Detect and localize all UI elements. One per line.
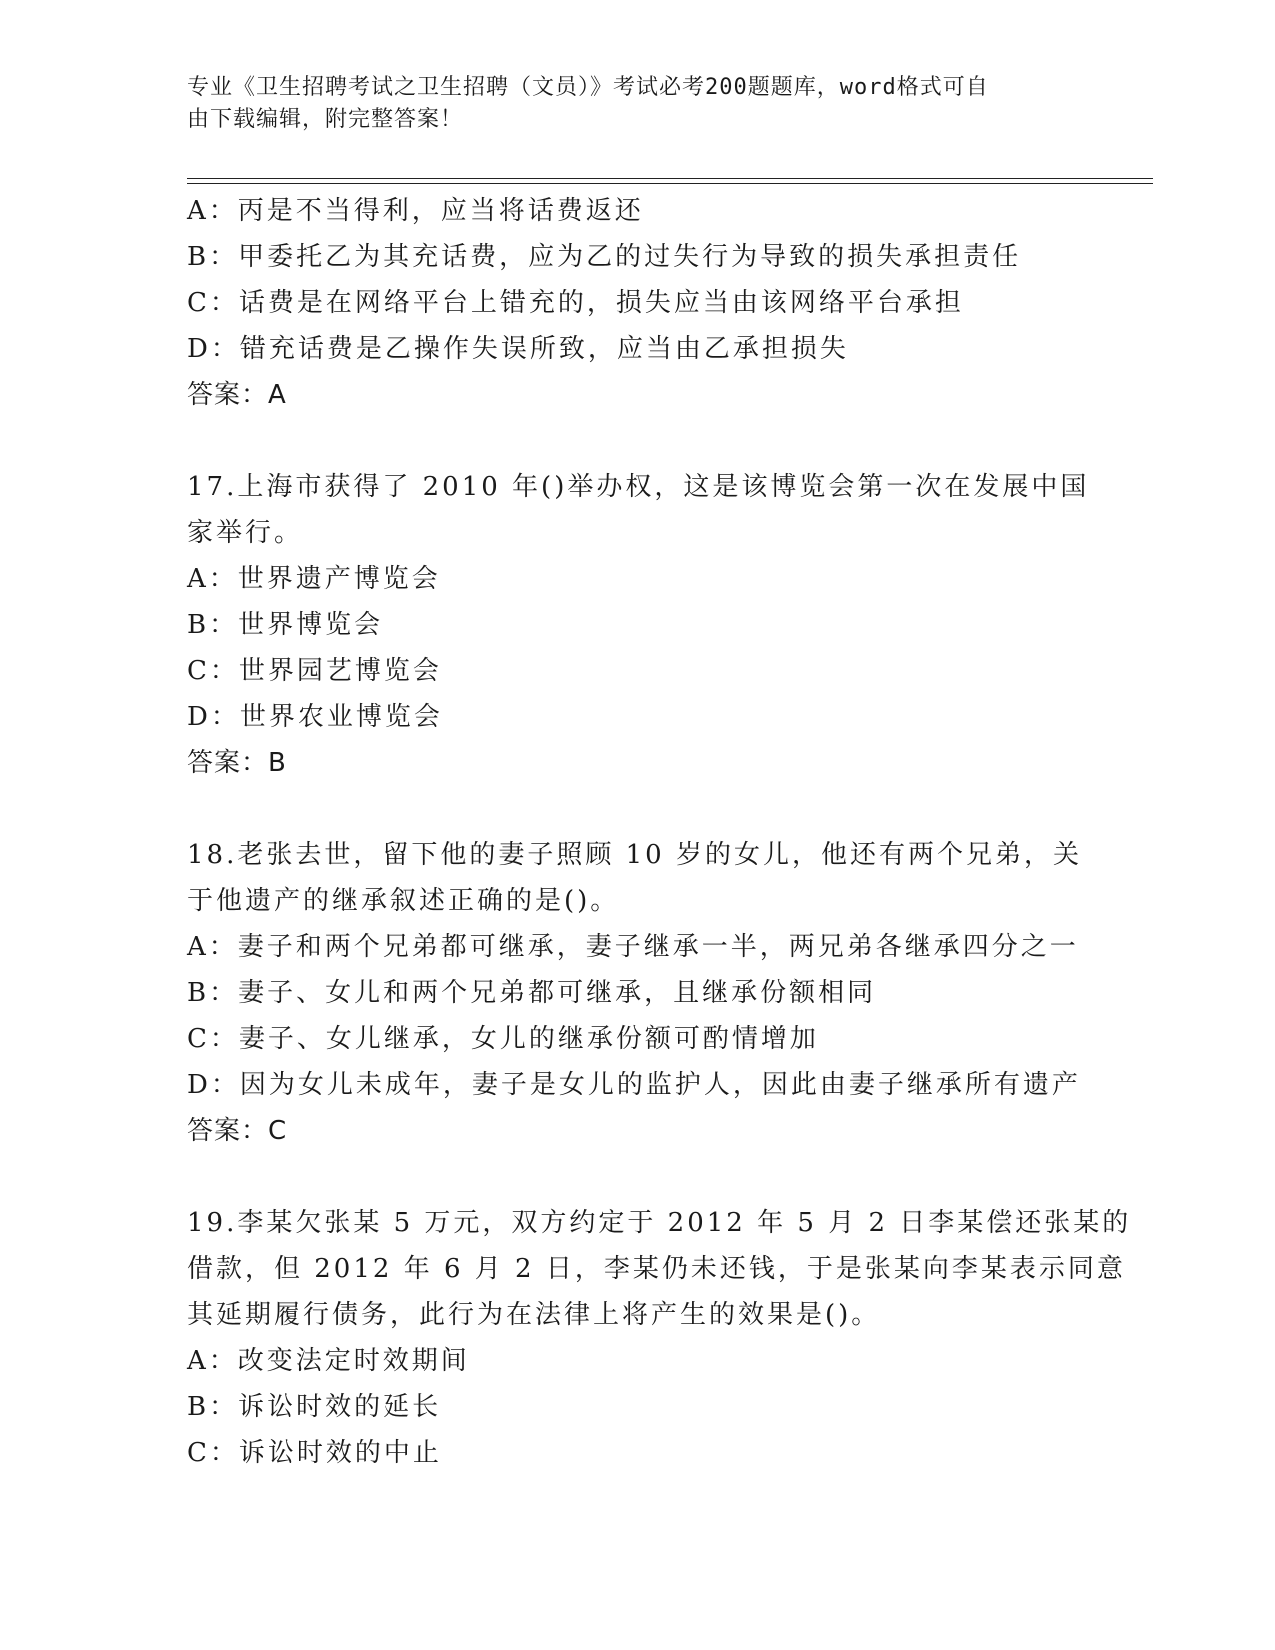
question-19: [187, 1200, 1132, 1476]
answer-line: 答案：A: [187, 380, 287, 410]
option-d: D：错充话费是乙操作失误所致，应当由乙承担损失: [187, 334, 849, 364]
spacer: [187, 1154, 1087, 1200]
document-header: [187, 72, 1077, 136]
question-text: 19.李某欠张某 5 万元，双方约定于 2012 年 5 月 2 日李某偿还张某的: [187, 1208, 1132, 1238]
option-d: D：世界农业博览会: [187, 702, 443, 732]
option-b: B：甲委托乙为其充话费，应为乙的过失行为导致的损失承担责任: [187, 242, 1022, 272]
question-16-options: [187, 188, 1087, 418]
option-c: C：世界园艺博览会: [187, 656, 442, 686]
option-b: B：妻子、女儿和两个兄弟都可继承，且继承份额相同: [187, 978, 877, 1008]
option-b: B：世界博览会: [187, 610, 384, 640]
header-line-1: 专业《卫生招聘考试之卫生招聘（文员）》考试必考200题题库，word格式可自: [187, 75, 989, 100]
spacer: [187, 418, 1087, 464]
question-text: 17.上海市获得了 2010 年()举办权，这是该博览会第一次在发展中国: [187, 472, 1090, 502]
header-divider-top: [187, 178, 1153, 179]
question-text-cont: 其延期履行债务，此行为在法律上将产生的效果是()。: [187, 1300, 881, 1330]
header-line-2: 由下载编辑，附完整答案！: [187, 107, 464, 132]
option-c: C：话费是在网络平台上错充的，损失应当由该网络平台承担: [187, 288, 964, 318]
spacer: [187, 786, 1087, 832]
question-list: [187, 188, 1132, 1476]
question-17: [187, 464, 1090, 786]
option-a: A：妻子和两个兄弟都可继承，妻子继承一半，两兄弟各继承四分之一: [187, 932, 1079, 962]
option-d: D：因为女儿未成年，妻子是女儿的监护人，因此由妻子继承所有遗产: [187, 1070, 1081, 1100]
option-a: A：世界遗产博览会: [187, 564, 441, 594]
option-c: C：妻子、女儿继承，女儿的继承份额可酌情增加: [187, 1024, 819, 1054]
option-c: C：诉讼时效的中止: [187, 1438, 442, 1468]
question-text: 18.老张去世，留下他的妻子照顾 10 岁的女儿，他还有两个兄弟，关: [187, 840, 1082, 870]
option-b: B：诉讼时效的延长: [187, 1392, 442, 1422]
question-text-cont: 借款，但 2012 年 6 月 2 日，李某仍未还钱，于是张某向李某表示同意: [187, 1254, 1126, 1284]
question-18: [187, 832, 1087, 1154]
answer-line: 答案：B: [187, 748, 287, 778]
header-divider-bottom: [187, 183, 1153, 184]
question-text-cont: 家举行。: [187, 518, 304, 548]
question-text-cont: 于他遗产的继承叙述正确的是()。: [187, 886, 620, 916]
option-a: A：改变法定时效期间: [187, 1346, 470, 1376]
answer-line: 答案：C: [187, 1116, 288, 1146]
option-a: A：丙是不当得利，应当将话费返还: [187, 196, 644, 226]
